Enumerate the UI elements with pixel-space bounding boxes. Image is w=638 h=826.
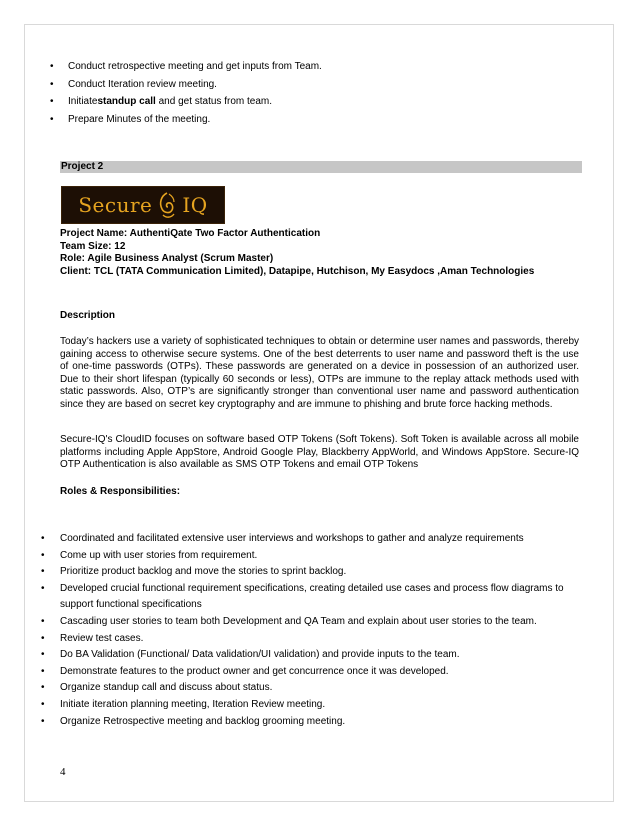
team-size: Team Size: 12 xyxy=(60,240,126,252)
bullet-text-after: and get status from team. xyxy=(155,96,272,107)
roles-list xyxy=(60,531,590,730)
list-item: • Prepare Minutes of the meeting. xyxy=(68,113,588,131)
list-item-standup xyxy=(68,95,588,113)
description-paragraph-1: Today’s hackers use a variety of sophisticated techniques to obtain or determine user names and passwords, thereby gaining access to otherwise secure systems. One of the best deterrents to user name and password theft is the use of one-time passwords (OTPs). These passwords are generated on a device in possession of an authorized user. Due to their short lifespan (typically 60 seconds or less), OTPs are immune to the replay attack methods used with static passwords. Also, OTP’s are significantly stronger than conventional user name and password authentication since they are based on secret key cryptography and are immune to phishing and brute force hacking methods. xyxy=(60,336,579,410)
project-client: Client: TCL (TATA Communication Limited), Datapipe, Hutchison, My Easydocs ,Aman Technologies xyxy=(60,265,535,277)
list-item: • Conduct Iteration review meeting. xyxy=(68,78,588,96)
list-item: • Developed crucial functional requirement specifications, creating detailed use cases and process flow diagrams to support functional specifications xyxy=(60,581,590,614)
list-item: • Conduct retrospective meeting and get inputs from Team. xyxy=(68,60,588,78)
project-info xyxy=(60,228,600,278)
secure-iq-logo xyxy=(61,186,225,224)
bullet-text-bold: standup call xyxy=(97,96,156,107)
list-item: • Cascading user stories to team both Development and QA Team and explain about user stories to the team. xyxy=(60,614,590,631)
logo-text-iq: IQ xyxy=(182,193,208,217)
list-item: • Review test cases. xyxy=(60,631,590,648)
list-item: • Organize standup call and discuss about status. xyxy=(60,680,590,697)
page-number: 4 xyxy=(60,766,66,778)
list-item: • Do BA Validation (Functional/ Data validation/UI validation) and provide inputs to the team. xyxy=(60,647,590,664)
list-item: • Prioritize product backlog and move the stories to sprint backlog. xyxy=(60,564,590,581)
spiral-emblem-icon xyxy=(156,190,178,220)
list-item: • Come up with user stories from requirement. xyxy=(60,548,590,565)
bullet-text-before: Initiate xyxy=(68,96,98,107)
project-name: Project Name: AuthentiQate Two Factor Authentication xyxy=(60,228,321,239)
project-header-bar: Project 2 xyxy=(60,161,582,173)
list-item: • Coordinated and facilitated extensive user interviews and workshops to gather and analyze requirements xyxy=(60,531,590,548)
project-role: Role: Agile Business Analyst (Scrum Master) xyxy=(60,253,274,264)
description-heading: Description xyxy=(60,310,116,321)
retrospective-task-list xyxy=(68,60,588,130)
list-item: • Demonstrate features to the product owner and get concurrence once it was developed. xyxy=(60,664,590,681)
list-item: • Initiate iteration planning meeting, Iteration Review meeting. xyxy=(60,697,590,714)
logo-text-secure: Secure xyxy=(78,193,153,217)
roles-heading: Roles & Responsibilities: xyxy=(60,486,181,497)
description-paragraph-2: Secure-IQ's CloudID focuses on software based OTP Tokens (Soft Tokens). Soft Token is available across all mobile platforms including Apple AppStore, Android Google Play, Blackberry AppWorld, and Windows AppStore. Secure-IQ OTP Authentication is also available as SMS OTP Tokens and email OTP Tokens xyxy=(60,434,579,471)
list-item: • Organize Retrospective meeting and backlog grooming meeting. xyxy=(60,714,590,731)
